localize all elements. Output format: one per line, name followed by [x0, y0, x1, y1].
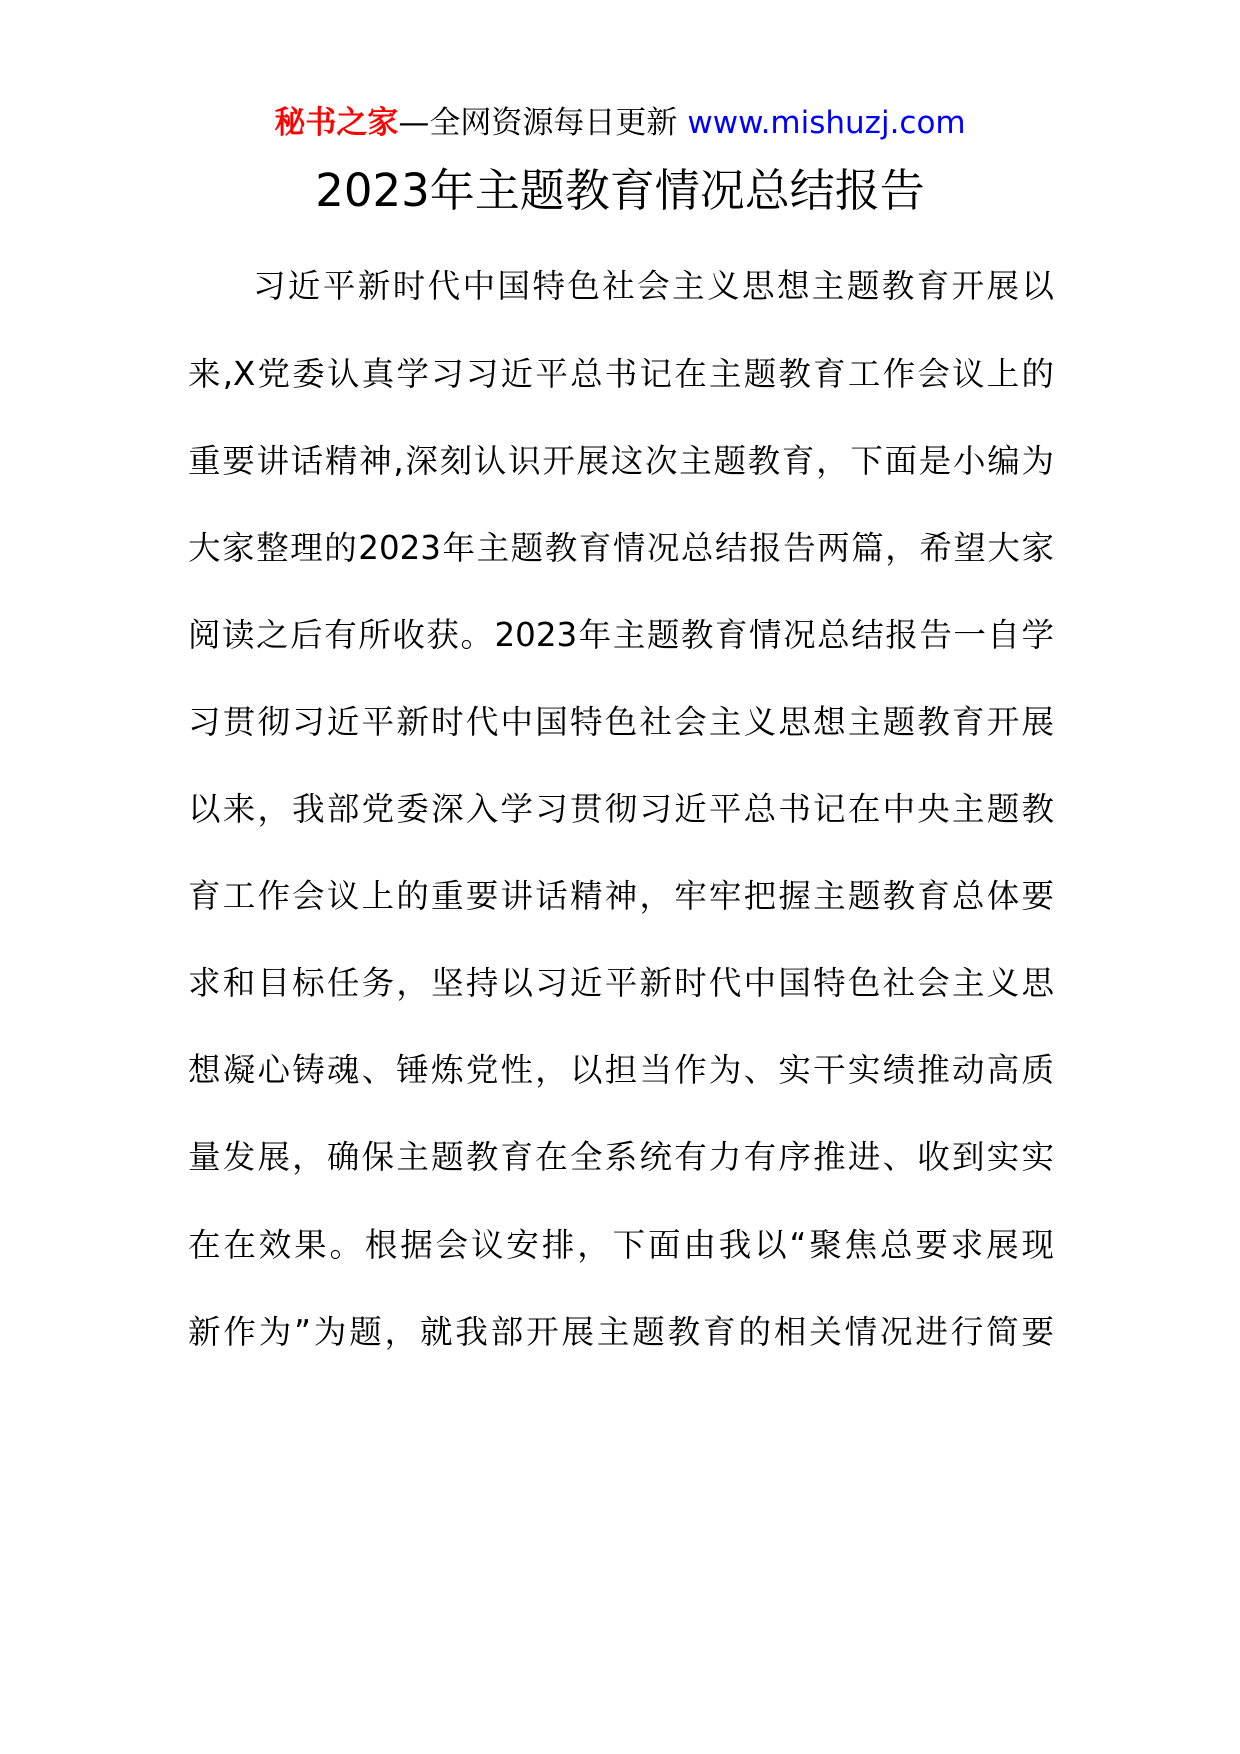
body-line: 阅读之后有所收获。2023年主题教育情况总结报告一自学 — [188, 616, 1054, 654]
body-line: 想凝心铸魂、锤炼党性，以担当作为、实干实绩推动高质 — [188, 1051, 1054, 1089]
body-line: 来,X党委认真学习习近平总书记在主题教育工作会议上的 — [188, 355, 1054, 393]
body-line: 大家整理的2023年主题教育情况总结报告两篇，希望大家 — [188, 529, 1054, 567]
document-title: 2023年主题教育情况总结报告 — [315, 164, 925, 217]
brand-name: 秘书之家 — [274, 105, 399, 141]
body-line: 以来，我部党委深入学习贯彻习近平总书记在中央主题教 — [188, 790, 1054, 828]
header-slogan: —全网资源每日更新 — [398, 105, 678, 141]
body-line: 量发展，确保主题教育在全系统有力有序推进、收到实实 — [188, 1138, 1054, 1176]
body-line: 求和目标任务，坚持以习近平新时代中国特色社会主义思 — [188, 964, 1054, 1002]
body-line: 习贯彻习近平新时代中国特色社会主义思想主题教育开展 — [188, 703, 1054, 741]
body-line: 重要讲话精神,深刻认识开展这次主题教育，下面是小编为 — [188, 442, 1054, 480]
body-line: 习近平新时代中国特色社会主义思想主题教育开展以 — [253, 267, 1054, 305]
site-link[interactable]: www.mishuzj.com — [687, 105, 966, 141]
body-line: 育工作会议上的重要讲话精神，牢牢把握主题教育总体要 — [188, 877, 1054, 915]
body-line: 新作为”为题，就我部开展主题教育的相关情况进行简要 — [188, 1313, 1054, 1351]
body-line: 在在效果。根据会议安排，下面由我以“聚焦总要求展现 — [188, 1226, 1054, 1264]
